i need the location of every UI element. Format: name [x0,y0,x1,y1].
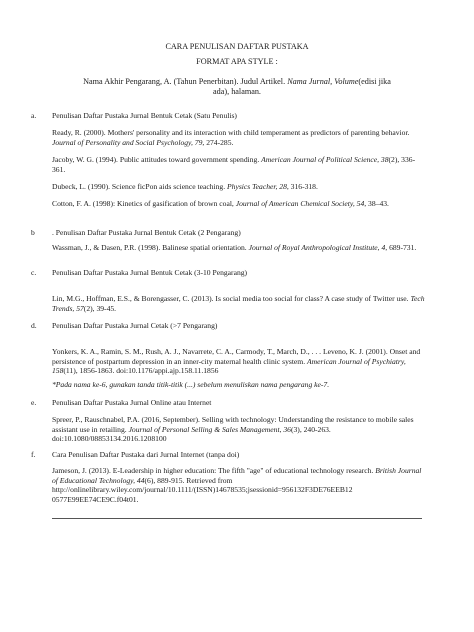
reference-entry: Cotton, F. A. (1998): Kinetics of gasification of brown coal, Journal of American Chemical Society, 54, 38–43. [52,199,389,208]
format-template: Nama Akhir Pengarang, A. (Tahun Penerbitan). Judul Artikel. Nama Jurnal, Volume(edisi jika ada), halaman. [83,77,391,96]
format-label: FORMAT APA STYLE : [196,57,278,66]
reference-entry: Lin, M.G., Hoffman, E.S., & Borengasser, C. (2013). Is social media too social for class? A case study of Twitter use. Tech Trends, 57(2), 39-45. [52,294,425,313]
reference-entry: Jacoby, W. G. (1994). Public attitudes toward government spending. American Journal of Political Science, 38(2), 336-361. [52,155,416,174]
section-marker-d: d. [31,321,37,330]
section-heading-b: . Penulisan Daftar Pustaka Jurnal Bentuk Cetak (2 Pengarang) [52,228,241,237]
reference-entry: Ready, R. (2000). Mothers' personality and its interaction with child temperament as predictors of parenting behavior. Journal of Personality and Social Psychology, 79, 274-285. [52,128,410,147]
section-heading-a: Penulisan Daftar Pustaka Jurnal Bentuk Cetak (Satu Penulis) [52,111,237,120]
section-heading-d: Penulisan Daftar Pustaka Jurnal Cetak (>7 Pengarang) [52,321,218,330]
section-heading-c: Penulisan Daftar Pustaka Jurnal Bentuk Cetak (3-10 Pengarang) [52,268,248,277]
bottom-divider [52,518,422,519]
section-marker-f: f. [31,450,36,459]
section-marker-a: a. [31,111,37,120]
reference-entry: Spreer, P., Rauschnabel, P.A. (2016, September). Selling with technology: Understanding the resistance to mobile sales assistant use in retailing. Journal of Personal Selling & Sales Management, 36(3), 240-263. doi:10.1080/08853134.2016.1208100 [52,415,414,444]
reference-entry: Dubeck, L. (1990). Science ficPon aids science teaching. Physics Teacher, 28, 316-318. [52,182,318,191]
reference-entry: Jameson, J. (2013). E-Leadership in higher education: The fifth "age" of educational technology research. British Journal of Educational Technology, 44(6), 889-915. Retrieved from http://onlinelibrary.wiley.com/journal/10.1111/(ISSN)14678535;jsessionid=956132F3DE76EEB12 0577E99EE74CE9C.f04t01. [52,466,422,504]
section-marker-b: b [31,228,35,237]
section-heading-e: Penulisan Daftar Pustaka Jurnal Online atau Internet [52,398,212,407]
section-note: *Pada nama ke-6, gunakan tanda titik-titik (...) sebelum menuliskan nama pengarang ke-7. [52,380,330,389]
reference-entry: Wassman, J., & Dasen, P.R. (1998). Balinese spatial orientation. Journal of Royal Anthropological Institute, 4, 689-731. [52,243,417,252]
reference-entry: Yonkers, K. A., Ramin, S. M., Rush, A. J., Navarrete, C. A., Carmody, T., March, D., . . . Leveno, K. J. (2001). Onset and persistence of postpartum depression in an inner-city maternal health clinic system. American Journal of Psychiatry, 158(11), 1856-1863. doi:10.1176/appi.ajp.158.11.1856 [52,347,421,376]
document-title: CARA PENULISAN DAFTAR PUSTAKA [165,42,309,51]
section-marker-e: e. [31,398,37,407]
section-heading-f: Cara Penulisan Daftar Pustaka dari Jurnal Internet (tanpa doi) [52,450,240,459]
section-marker-c: c. [31,268,37,277]
